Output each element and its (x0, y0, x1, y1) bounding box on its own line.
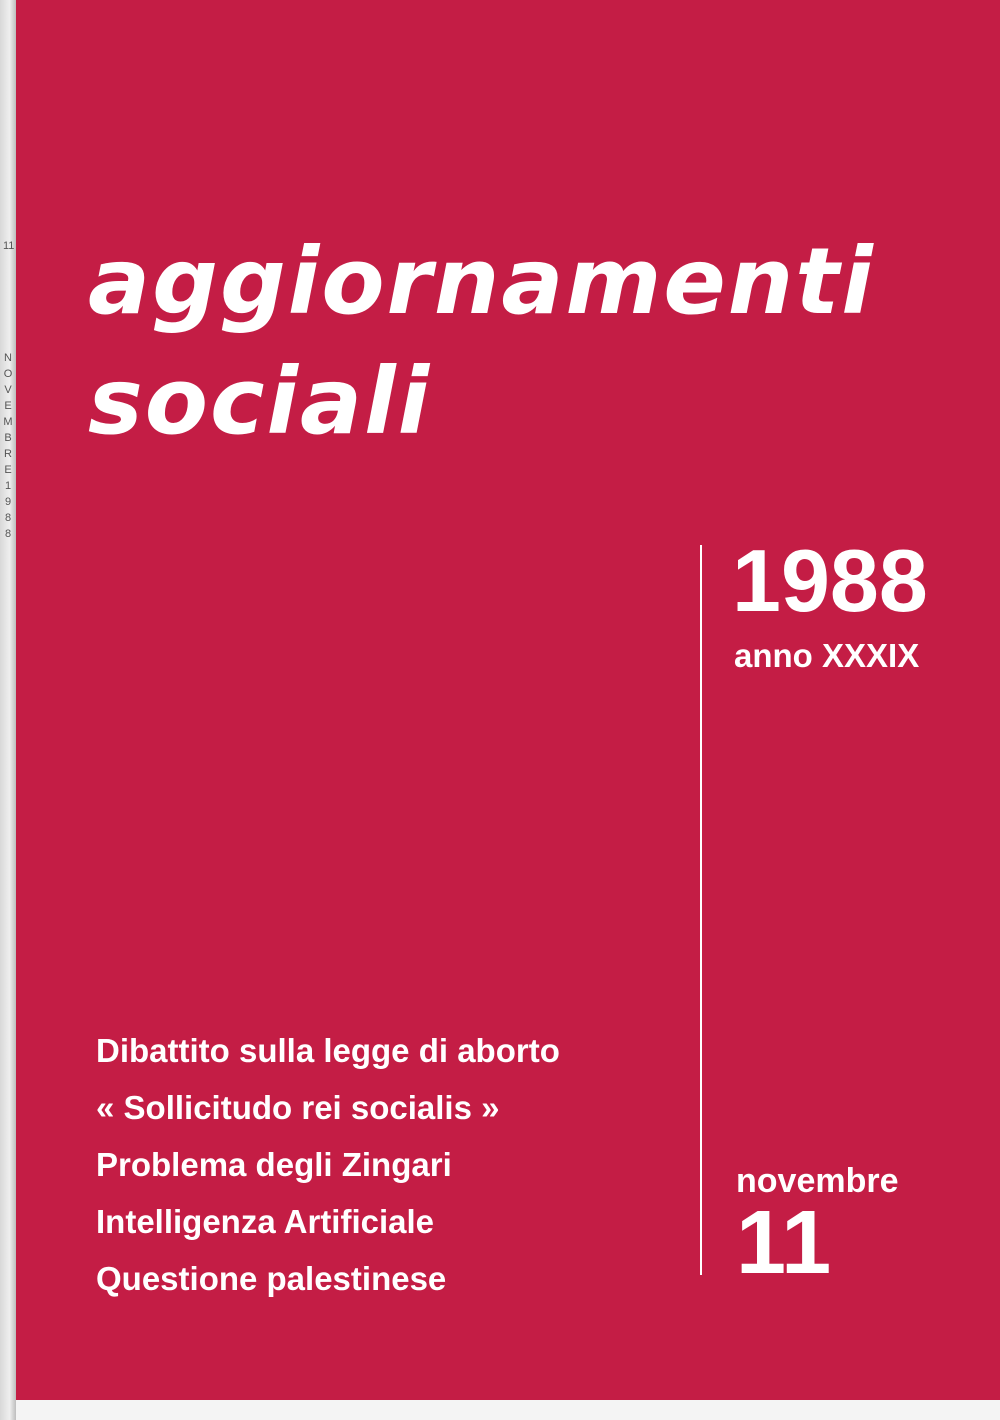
cover-year: 1988 (732, 531, 928, 630)
cover-issue-number: 11 (736, 1193, 832, 1293)
title-line-1: aggiornamenti (88, 228, 875, 335)
magazine-cover (16, 0, 1000, 1400)
topic-item: Questione palestinese (96, 1260, 447, 1297)
vertical-divider (700, 545, 702, 1275)
cover-month: novembre (736, 1162, 899, 1200)
page-edge (16, 1400, 1000, 1420)
topic-item: Problema degli Zingari (96, 1146, 452, 1183)
spine-issue-number: 11 (3, 240, 15, 252)
topic-item: Intelligenza Artificiale (96, 1203, 435, 1240)
topics-list (96, 1022, 560, 1307)
book-spine (0, 0, 16, 1420)
title-line-2: sociali (88, 348, 432, 455)
spine-label: NOVEMBRE 1988 (3, 352, 13, 540)
cover-volume: anno XXXIX (734, 637, 920, 674)
topic-item: Dibattito sulla legge di aborto (96, 1032, 560, 1069)
topic-item: « Sollicitudo rei socialis » (96, 1089, 500, 1126)
